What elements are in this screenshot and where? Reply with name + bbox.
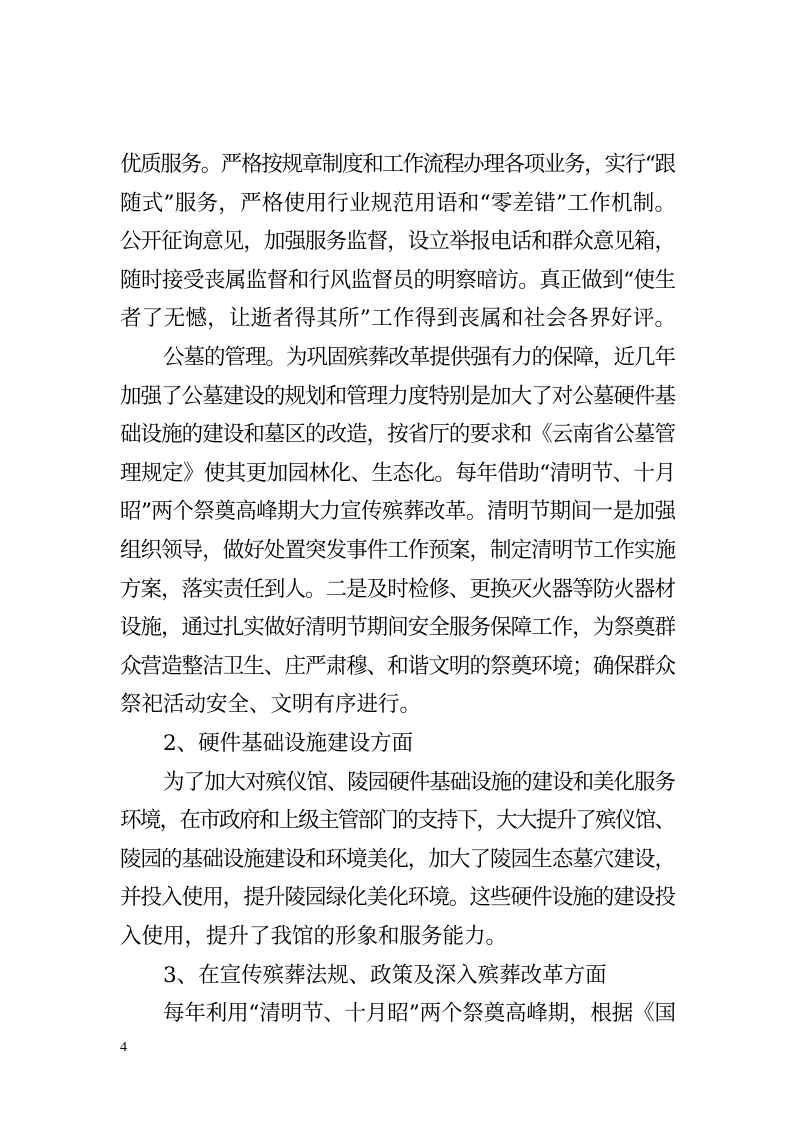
text-line: 入使用，提升了我馆的形象和服务能力。 [120,924,508,949]
text-line: 组织领导，做好处置突发事件工作预案，制定清明节工作实施 [120,538,676,563]
text-line: 设施，通过扎实做好清明节期间安全服务保障工作，为祭奠群 [120,615,676,641]
text-line: 础设施的建设和墓区的改造，按省厅的要求和《云南省公墓管 [120,422,676,448]
paragraph-first-line: 为了加大对殡仪馆、陵园硬件基础设施的建设和美化服务 [163,769,675,795]
paragraph-first-line: 每年利用“清明节、十月昭”两个祭奠高峰期，根据《国 [163,1001,676,1027]
text-line: 环境，在市政府和上级主管部门的支持下，大大提升了殡仪馆、 [120,808,675,834]
text-line: 祭祀活动安全、文明有序进行。 [120,692,422,718]
page-number: 4 [120,1040,127,1055]
text-line: 陵园的基础设施建设和环境美化，加大了陵园生态墓穴建设， [120,846,676,872]
text-line: 并投入使用，提升陵园绿化美化环境。这些硬件设施的建设投 [120,885,676,911]
section-heading: 3、在宣传殡葬法规、政策及深入殡葬改革方面 [163,962,607,988]
text-line: 随时接受丧属监督和行风监督员的明察暗访。真正做到“使生 [120,267,676,293]
text-line: 公开征询意见，加强服务监督，设立举报电话和群众意见箱， [120,229,676,255]
text-line: 随式”服务，严格使用行业规范用语和“零差错”工作机制。 [120,190,677,216]
text-line: 理规定》使其更加园林化、生态化。每年借助“清明节、十月 [120,460,676,486]
text-line: 昭”两个祭奠高峰期大力宣传殡葬改革。清明节期间一是加强 [120,499,676,525]
text-line: 加强了公墓建设的规划和管理力度特别是加大了对公墓硬件基 [120,383,676,409]
text-line: 众营造整洁卫生、庄严肃穆、和谐文明的祭奠环境；确保群众 [120,653,676,679]
text-line: 者了无憾，让逝者得其所”工作得到丧属和社会各界好评。 [120,306,677,332]
paragraph-first-line: 公墓的管理。为巩固殡葬改革提供强有力的保障，近几年 [163,345,675,370]
text-line: 方案，落实责任到人。二是及时检修、更换灭火器等防火器材 [120,576,676,602]
text-line: 优质服务。严格按规章制度和工作流程办理各项业务，实行“跟 [120,152,675,177]
section-heading: 2、硬件基础设施建设方面 [163,731,414,756]
